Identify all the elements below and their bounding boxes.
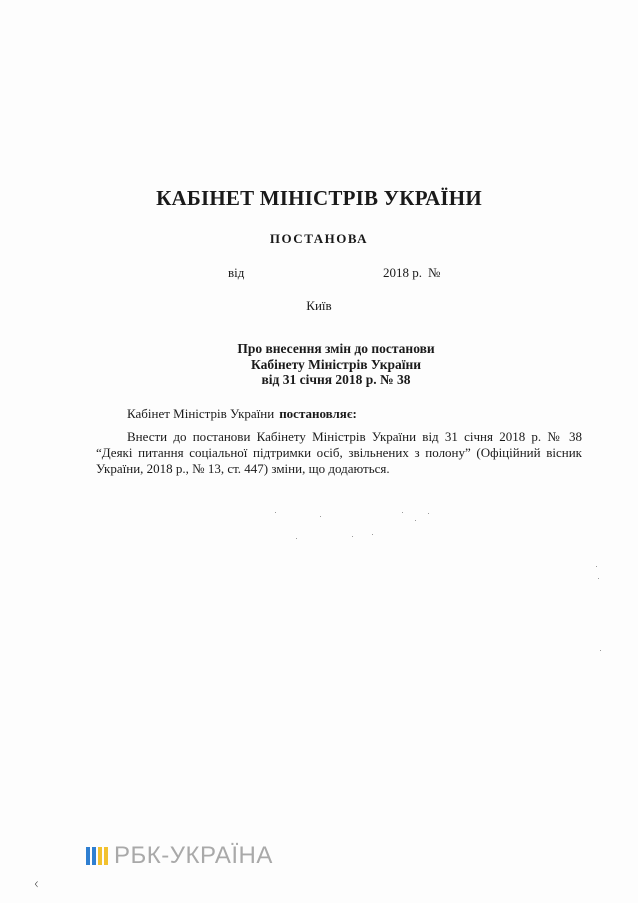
watermark-text: РБК-УКРАЇНА xyxy=(114,842,273,869)
number-sign: № xyxy=(428,265,441,280)
document-subject xyxy=(0,341,638,388)
date-label: від xyxy=(228,265,245,280)
watermark xyxy=(86,842,273,870)
date-year: 2018 р. xyxy=(383,265,422,280)
subject-line: Кабінету Міністрів України xyxy=(250,356,422,372)
resolves-subject: Кабінет Міністрів України xyxy=(127,406,275,421)
resolution-intro xyxy=(127,406,357,422)
date-line xyxy=(383,265,440,281)
margin-mark: ᚲ xyxy=(32,878,41,893)
subject-line: Про внесення змін до постанови xyxy=(237,341,435,356)
resolves-verb: постановляє: xyxy=(279,406,357,421)
body-paragraph: Внести до постанови Кабінету Міністрів України від 31 січня 2018 р. № 38 “Деякі питання соціальної підтримки осіб, звільнених з полону” (Офіційний вісник України, 2018 р., № 13, ст. 447) зміни, що додаються. xyxy=(96,429,582,476)
city: Київ xyxy=(306,298,332,313)
subject-line: від 31 січня 2018 р. № 38 xyxy=(261,372,411,387)
rbk-logo-icon xyxy=(86,845,108,867)
document-heading: КАБІНЕТ МІНІСТРІВ УКРАЇНИ xyxy=(156,186,482,210)
document-type: ПОСТАНОВА xyxy=(269,231,369,246)
